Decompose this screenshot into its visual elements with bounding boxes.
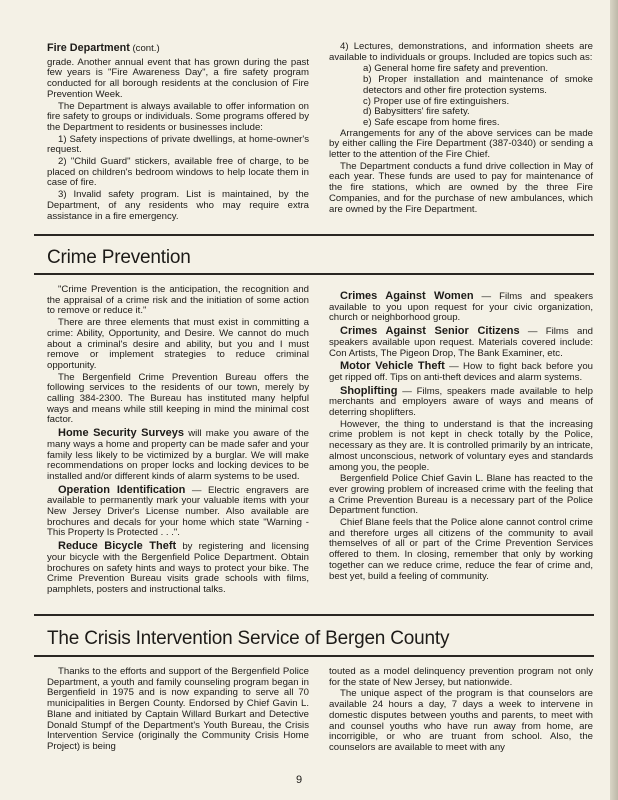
crime-paragraph	[47, 541, 309, 596]
fire-topic-item: a) General home fire safety and prevention.	[363, 63, 549, 75]
crime-paragraph	[329, 420, 593, 474]
crime-paragraph	[329, 361, 593, 383]
crime-paragraph	[47, 373, 309, 427]
crime-left-column	[47, 285, 309, 597]
crime-paragraph	[47, 285, 309, 317]
crisis-paragraph-text: touted as a model delinquency prevention program not only for the state of New Jersey, but nationwide.	[329, 666, 593, 688]
crime-paragraph-heading: Crimes Against Senior Citizens	[340, 325, 520, 338]
fire-paragraph	[47, 157, 309, 189]
crisis-paragraph	[329, 667, 593, 688]
fire-paragraph-text: 2) "Child Guard" stickers, available free of charge, to be placed on children's bedroom windows to help locate them in case of fire.	[47, 156, 309, 189]
crime-paragraph-text: Chief Blane feels that the Police alone cannot control crime and therefore urges all citizens of the community to avail themselves of all or part of the Crime Prevention Services offered to them. In closing, remember that only by working together can we reduce crime, reduce the fear of crime and, best yet, build a feeling of community.	[329, 517, 593, 582]
crime-paragraph-text: — Films, speakers made available to help merchants and employers aware of ways and means of deterring shoplifters.	[329, 385, 593, 419]
fire-paragraph	[47, 102, 309, 134]
fire-paragraph	[47, 190, 309, 222]
crime-paragraph-heading: Operation Identification	[58, 483, 186, 496]
fire-topics-intro: 4) Lectures, demonstrations, and information sheets are available to individuals or groups. Included are topics such as:	[329, 41, 593, 63]
crime-paragraph	[329, 291, 593, 324]
fire-paragraph: The Department conducts a fund drive collection in May of each year. These funds are used to pay for maintenance of the fire stations, which are owned by the three Fire Companies, and for the purchase of new ambulances, which are owned by the Fire Department.	[329, 160, 593, 215]
fire-paragraph	[47, 135, 309, 156]
divider-crisis	[34, 614, 594, 616]
fire-right-column	[329, 42, 593, 216]
crime-paragraph-text: "Crime Prevention is the anticipation, the recognition and the appraisal of a crime risk and the initiation of some action to remove or reduce it."	[47, 284, 309, 317]
divider-crisis-bottom	[34, 655, 594, 657]
crime-paragraph-text: by registering and licensing your bicycle with the Bergenfield Police Department. Obtain brochures on safety hints and ways to protect your bike. The Crime Prevention Bureau visits grade schools with films, pamphlets, posters and instructional talks.	[47, 541, 309, 595]
crime-paragraph	[329, 386, 593, 419]
fire-heading-title: Fire Department	[47, 42, 130, 54]
crime-paragraph	[47, 318, 309, 372]
fire-paragraph: Arrangements for any of the above services can be made by either calling the Fire Department (387-0340) or sending a letter to the attention of the Fire Chief.	[329, 127, 593, 161]
crisis-intervention-title: The Crisis Intervention Service of Bergen County	[47, 628, 450, 649]
fire-topic-item: d) Babysitters' fire safety.	[363, 106, 470, 118]
crime-paragraph	[329, 474, 593, 517]
crime-right-column	[329, 289, 593, 583]
fire-paragraph-text: 1) Safety inspections of private dwellings, at home-owner's request.	[47, 133, 309, 156]
page-number: 9	[296, 774, 303, 786]
fire-paragraph-text: 3) Invalid safety program. List is maintained, by the Department, of any residents who may require extra assistance in a fire emergency.	[47, 189, 309, 222]
fire-topic-item: c) Proper use of fire extinguishers.	[363, 95, 510, 107]
crime-paragraph-text: — Electric engravers are available to permanently mark your valuable items with your New Jersey Driver's License number. Also available are brochures and decals for your home which state "Warning - This Property Is Protected . . .".	[47, 484, 309, 539]
crime-paragraph	[329, 326, 593, 359]
fire-topics-list	[329, 64, 593, 128]
fire-topic-item: b) Proper installation and maintenance of smoke detectors and other fire protection systems.	[363, 74, 593, 96]
fire-paragraph	[47, 58, 309, 101]
crime-paragraph-text: However, the thing to understand is that the increasing crime problem is not kept in check totally by the Police, necessary as they are. It is controlled primarily by an intricate, almost unconscious, network of voluntary eyes and standards among you, the people.	[329, 418, 593, 473]
crime-paragraph-text: — Films and speakers available to you upon request for your civic organization, church or neighborhood group.	[329, 291, 594, 324]
divider-top	[34, 234, 594, 236]
fire-heading	[47, 43, 309, 55]
fire-left-body	[47, 58, 309, 223]
fire-topic-item: e) Safe escape from home fires.	[363, 116, 500, 128]
crime-paragraph-text: There are three elements that must exist in committing a crime: Ability, Opportunity, and Desire. We cannot do much about a criminal's desire and ability, but you and I must remove or implement strategies to reduce criminal opportunity.	[47, 317, 309, 371]
crime-prevention-title: Crime Prevention	[47, 247, 191, 268]
crime-paragraph-heading: Home Security Surveys	[58, 427, 184, 440]
crisis-left-column	[47, 667, 309, 754]
crime-paragraph-heading: Motor Vehicle Theft	[340, 360, 445, 373]
crime-paragraph	[47, 428, 309, 483]
crisis-left-paragraph: Thanks to the efforts and support of the Bergenfield Police Department, a youth and family counseling program began in Bergenfield in 1975 and is now expanding to serve all 70 municipalities in Bergen County. Endorsed by Chief Gavin L. Blane and initiated by Captain Willard Burkart and Detective Donald Stumpf of the Department's Youth Bureau, the Crisis Intervention Service (originally the Community Crisis Home Project) is being	[47, 666, 309, 752]
crime-paragraph-text: The Bergenfield Crime Prevention Bureau offers the following services to the residents of our town, merely by calling 384-2300. The Bureau has instituted many helpful ways and means while still keeping in mind the minimal cost factor.	[47, 371, 309, 426]
fire-paragraph-text: grade. Another annual event that has grown during the past few years is "Fire Awareness Day", a fire safety program conducted for all borough residents at the conclusion of Fire Prevention Week.	[47, 56, 309, 100]
crime-paragraph-text: — How to fight back before you get ripped off. Tips on anti-theft devices and alarm systems.	[329, 361, 593, 383]
crime-paragraph-heading: Shoplifting	[340, 384, 398, 397]
binding-edge	[610, 0, 618, 800]
crisis-paragraph-text: The unique aspect of the program is that counselors are available 24 hours a day, 7 days a week to intervene in domestic disputes between youths and parents, to meet with and counsel youths who have run away from home, are incorrigible, or who are truant from school. Also, the counselors are available to meet with any	[329, 688, 593, 753]
fire-right-after	[329, 129, 593, 216]
crime-paragraph	[329, 518, 593, 582]
crime-paragraph-text: Bergenfield Police Chief Gavin L. Blane has reacted to the ever growing problem of increased crime with the feeling that a Crime Prevention Bureau is a necessary part of the Police Department function.	[329, 473, 593, 517]
crisis-paragraph	[329, 689, 593, 753]
crime-paragraph-heading: Crimes Against Women	[340, 290, 474, 302]
divider-crime	[34, 273, 594, 275]
fire-heading-suffix: (cont.)	[132, 43, 160, 54]
crime-paragraph-heading: Reduce Bicycle Theft	[58, 540, 177, 553]
crime-paragraph-text: — Films and speakers available upon request. Materials covered include: Con Artists, The Pigeon Drop, The Bank Examiner, etc.	[329, 326, 593, 359]
crisis-right-column	[329, 667, 593, 755]
crime-paragraph-text: will make you aware of the many ways a home and property can be made safer and your family less likely to be victimized by a burglar. We will make recommendations on proper locks and locking devices to be installed and/or different kinds of alarm systems to be used.	[47, 428, 310, 482]
fire-paragraph-text: The Department is always available to offer information on fire safety to groups or individuals. Some programs offered by the Department to residents or businesses include:	[47, 100, 309, 133]
fire-left-column	[47, 43, 309, 223]
crime-paragraph	[47, 485, 309, 540]
